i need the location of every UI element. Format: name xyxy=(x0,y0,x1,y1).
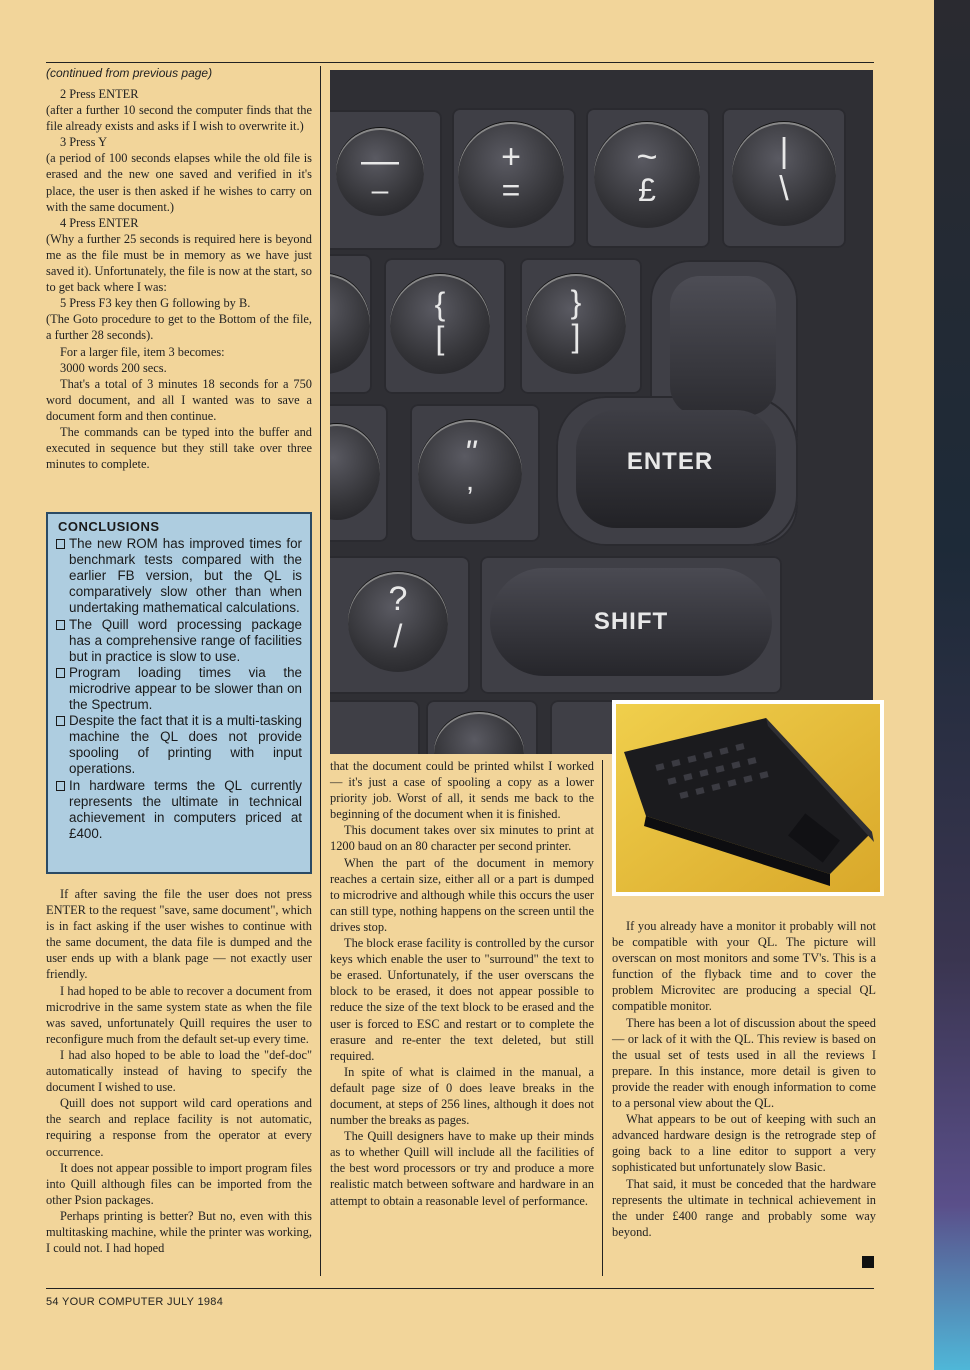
ql-computer-illustration xyxy=(616,704,880,892)
paragraph: 4 Press ENTER xyxy=(60,215,139,230)
key-partial xyxy=(330,404,388,542)
paragraph: That's a total of 3 minutes 18 seconds for a 750 word document, and all I wanted was to save a document form and then continue. xyxy=(46,376,312,423)
paragraph: 3 Press Y xyxy=(60,135,108,150)
end-mark-icon xyxy=(862,1256,874,1268)
paragraph: The block erase facility is controlled by the cursor keys which enable the user to "surround" the text to be erased. Unfortunately, if the user overscans the block to be erased, it does not appear possible to reduce the size of the text block to be erased and the user is forced to ESC and restart or to complete the erasure and re-enter the text deleted, but still required. xyxy=(330,936,594,1063)
key-brace-close: } ] xyxy=(520,258,642,394)
paragraph: I had also hoped to be able to load the "def-doc" automatically instead of having to specify the document I wished to use. xyxy=(46,1047,312,1095)
checkbox-icon xyxy=(56,620,65,630)
column-3 xyxy=(612,918,876,1240)
checkbox-icon xyxy=(56,539,65,549)
paragraph: (The Goto procedure to get to the Bottom of the file, a further 28 seconds). xyxy=(46,312,312,343)
key-minus: — – xyxy=(330,110,442,250)
column-1-bottom xyxy=(46,886,312,1256)
conclusion-item: The new ROM has improved times for benchmark tests compared with the earlier FB version, but the QL is comparatively slow other than when undertaking mathematical calculations. xyxy=(56,536,302,616)
checkbox-icon xyxy=(56,716,65,726)
column-1-top xyxy=(46,86,312,472)
conclusion-item: In hardware terms the QL currently represents the ultimate in technical achievement in computers priced at £400. xyxy=(56,778,302,842)
paragraph: That said, it must be conceded that the hardware represents the ultimate in technical achievement in the under £400 range and probably some way beyond. xyxy=(612,1176,876,1239)
conclusion-item: Despite the fact that it is a multi-tasking machine the QL does not provide spooling of printing with input operations. xyxy=(56,713,302,777)
key-tilde: ~ £ xyxy=(586,108,710,248)
ql-photo-inset xyxy=(612,700,884,896)
paragraph: When the part of the document in memory reaches a certain size, either all or a part is dumped to microdrive and although while this occurs the user can still type, nothing happens on the screen until the drives stop. xyxy=(330,855,594,934)
paragraph: There has been a lot of discussion about the speed — or lack of it with the QL. This review is based on the usual set of tests used in all the reviews I prepare. In this instance, more detail is given to provide the reader with enough information to come to a personal view about the QL. xyxy=(612,1015,876,1111)
paragraph: What appears to be out of keeping with such an advanced hardware design is the retrograde step of going back to a line editor to support a very sophisticated but unfortunately slow Basic. xyxy=(612,1112,876,1175)
paragraph: (after a further 10 second the computer finds that the file already exists and asks if I wish to overwrite it.) xyxy=(46,103,312,134)
column-2 xyxy=(330,758,594,1209)
paragraph: (Why a further 25 seconds is required here is beyond me as the file must be in memory as we have just saved it). Unfortunately, the file is now at the start, so to get back where I was: xyxy=(46,231,312,295)
bottom-rule xyxy=(46,1288,874,1289)
paragraph: If after saving the file the user does not press ENTER to the request "save, same document", which is in fact asking if the user wishes to continue with the same document, the data file is dumped and the user ends up with a blank page — not exactly user friendly. xyxy=(46,887,312,982)
paragraph: Quill does not support wild card operations and the search and replace facility is not automatic, requiring a response from the operator at every occurrence. xyxy=(46,1096,312,1159)
paragraph: Perhaps printing is better? But no, even with this multitasking machine, while the printer was working, I could not. I had hoped xyxy=(46,1208,312,1256)
paragraph: The commands can be typed into the buffer and executed in sequence but they still take over three minutes to complete. xyxy=(46,424,312,472)
continued-header: (continued from previous page) xyxy=(46,66,213,80)
key-partial xyxy=(426,700,538,754)
paragraph: I had hoped to be able to recover a document from microdrive in the same system state as when the file was saved, unfortunately Quill requires the user to reconfigure much from the default set-up every time. xyxy=(46,983,312,1046)
key-shift-label: SHIFT xyxy=(593,608,669,635)
top-rule xyxy=(46,62,874,63)
conclusions-box xyxy=(46,512,312,874)
checkbox-icon xyxy=(56,781,65,791)
facing-page-edge xyxy=(934,0,970,1370)
paragraph: This document takes over six minutes to print at 1200 baud on an 80 character per second printer. xyxy=(330,823,594,854)
paragraph: 5 Press F3 key then G following by B. xyxy=(60,296,251,311)
paragraph: The Quill designers have to make up their minds as to whether Quill will include all the facilities of the best word processors or try and produce a more realistic match between software and hardware in an attempt to obtain a reasonable level of performance. xyxy=(330,1129,594,1208)
paragraph: that the document could be printed whilst I worked — it's just a case of spooling a copy as a lower priority job. Worst of all, it sends me back to the beginning of the document when it is finished. xyxy=(330,759,594,822)
key-plus: + = xyxy=(452,108,576,248)
paragraph: In spite of what is claimed in the manual, a default page size of 0 does leave breaks in the document, at steps of 256 lines, although it does not number the breaks as pages. xyxy=(330,1064,594,1128)
keyboard-photo xyxy=(330,70,873,754)
key-partial xyxy=(330,254,372,394)
key-shift xyxy=(480,556,782,694)
key-quote: " , xyxy=(410,404,540,542)
column-rule-left xyxy=(320,66,321,1276)
key-brace-open: { [ xyxy=(384,258,506,394)
key-enter-label: ENTER xyxy=(626,448,714,475)
checkbox-icon xyxy=(56,668,65,678)
paragraph: It does not appear possible to import program files into Quill although files can be imported from the other Psion packages. xyxy=(46,1160,312,1207)
conclusion-item: Program loading times via the microdrive appear to be slower than on the Spectrum. xyxy=(56,665,302,713)
conclusion-item: The Quill word processing package has a comprehensive range of facilities but in practice is slow to use. xyxy=(56,617,302,665)
paragraph: 3000 words 200 secs. xyxy=(60,360,167,375)
conclusions-title: CONCLUSIONS xyxy=(58,519,160,534)
paragraph: If you already have a monitor it probably will not be compatible with your QL. The picture will overscan on most monitors and some TV's. This is a function of the flyback time and to cover the problem Microvitec are producing a special QL compatible monitor. xyxy=(612,919,876,1014)
paragraph: 2 Press ENTER xyxy=(60,87,139,101)
page-footer: 54 YOUR COMPUTER JULY 1984 xyxy=(46,1296,224,1308)
key-partial xyxy=(330,700,420,754)
paragraph: (a period of 100 seconds elapses while the old file is erased and the new one saved and verified in it's place, the user is then asked if he wishes to carry on with the same document.) xyxy=(46,151,312,214)
column-rule-right xyxy=(602,760,603,1276)
key-question: ? / xyxy=(330,556,470,694)
paragraph: For a larger file, item 3 becomes: xyxy=(60,344,225,359)
key-bar: | \ xyxy=(722,108,846,248)
